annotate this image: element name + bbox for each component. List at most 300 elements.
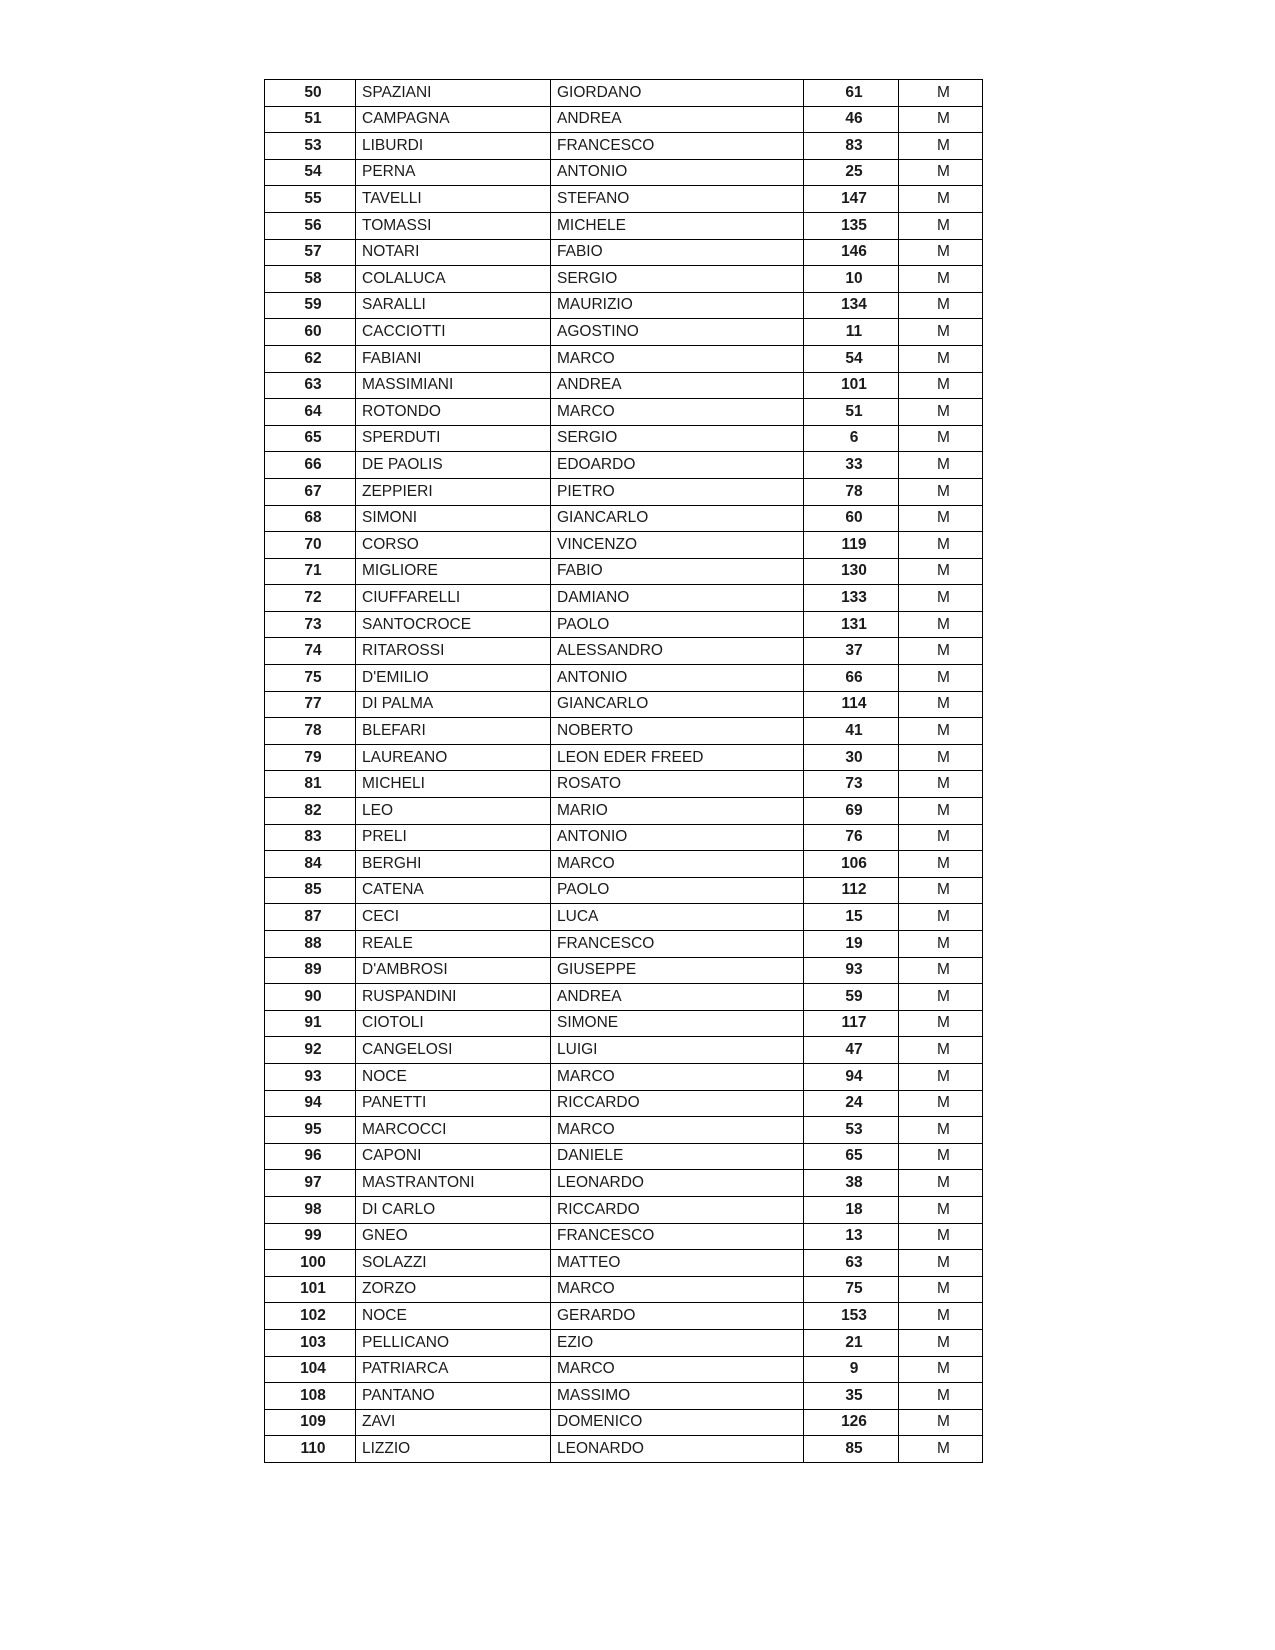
cell-lastname: PANTANO: [356, 1383, 551, 1410]
cell-firstname: LEONARDO: [551, 1436, 804, 1463]
roster-table: [264, 79, 983, 1463]
cell-bib: 76: [804, 824, 899, 851]
cell-bib: 106: [804, 851, 899, 878]
cell-bib: 35: [804, 1383, 899, 1410]
table-row: [265, 1196, 983, 1223]
cell-firstname: MATTEO: [551, 1250, 804, 1277]
cell-lastname: CAMPAGNA: [356, 106, 551, 133]
cell-firstname: MARCO: [551, 345, 804, 372]
cell-bib: 6: [804, 425, 899, 452]
cell-bib: 63: [804, 1250, 899, 1277]
cell-lastname: PERNA: [356, 159, 551, 186]
cell-bib: 21: [804, 1329, 899, 1356]
cell-firstname: SIMONE: [551, 1010, 804, 1037]
cell-sex: M: [899, 399, 983, 426]
cell-lastname: LIZZIO: [356, 1436, 551, 1463]
cell-sex: M: [899, 1276, 983, 1303]
cell-sex: M: [899, 877, 983, 904]
roster-table-container: [264, 79, 950, 1463]
cell-bib: 60: [804, 505, 899, 532]
cell-number: 59: [265, 292, 356, 319]
cell-number: 95: [265, 1117, 356, 1144]
table-row: [265, 744, 983, 771]
cell-sex: M: [899, 718, 983, 745]
cell-number: 73: [265, 611, 356, 638]
cell-lastname: MASSIMIANI: [356, 372, 551, 399]
cell-lastname: CIOTOLI: [356, 1010, 551, 1037]
table-row: [265, 824, 983, 851]
cell-bib: 33: [804, 452, 899, 479]
cell-firstname: MARCO: [551, 851, 804, 878]
cell-lastname: CAPONI: [356, 1143, 551, 1170]
cell-number: 79: [265, 744, 356, 771]
cell-number: 75: [265, 665, 356, 692]
cell-number: 94: [265, 1090, 356, 1117]
cell-number: 81: [265, 771, 356, 798]
cell-firstname: DANIELE: [551, 1143, 804, 1170]
cell-firstname: GERARDO: [551, 1303, 804, 1330]
cell-number: 98: [265, 1196, 356, 1223]
cell-firstname: FRANCESCO: [551, 133, 804, 160]
cell-number: 84: [265, 851, 356, 878]
cell-sex: M: [899, 1196, 983, 1223]
cell-firstname: FRANCESCO: [551, 1223, 804, 1250]
cell-number: 60: [265, 319, 356, 346]
cell-number: 100: [265, 1250, 356, 1277]
cell-number: 93: [265, 1063, 356, 1090]
cell-bib: 9: [804, 1356, 899, 1383]
cell-sex: M: [899, 1117, 983, 1144]
cell-lastname: FABIANI: [356, 345, 551, 372]
cell-bib: 93: [804, 957, 899, 984]
cell-bib: 38: [804, 1170, 899, 1197]
cell-bib: 51: [804, 399, 899, 426]
cell-firstname: EDOARDO: [551, 452, 804, 479]
cell-number: 54: [265, 159, 356, 186]
cell-lastname: PATRIARCA: [356, 1356, 551, 1383]
cell-number: 68: [265, 505, 356, 532]
cell-number: 110: [265, 1436, 356, 1463]
cell-firstname: ANDREA: [551, 372, 804, 399]
cell-bib: 25: [804, 159, 899, 186]
cell-number: 53: [265, 133, 356, 160]
cell-number: 77: [265, 691, 356, 718]
cell-lastname: CATENA: [356, 877, 551, 904]
cell-number: 85: [265, 877, 356, 904]
cell-lastname: CACCIOTTI: [356, 319, 551, 346]
cell-lastname: MASTRANTONI: [356, 1170, 551, 1197]
table-row: [265, 1170, 983, 1197]
cell-bib: 147: [804, 186, 899, 213]
cell-number: 65: [265, 425, 356, 452]
cell-number: 50: [265, 80, 356, 107]
cell-lastname: NOCE: [356, 1303, 551, 1330]
cell-number: 63: [265, 372, 356, 399]
cell-number: 67: [265, 478, 356, 505]
cell-firstname: DAMIANO: [551, 585, 804, 612]
cell-lastname: CECI: [356, 904, 551, 931]
cell-firstname: GIORDANO: [551, 80, 804, 107]
cell-sex: M: [899, 292, 983, 319]
cell-bib: 101: [804, 372, 899, 399]
cell-lastname: RUSPANDINI: [356, 984, 551, 1011]
cell-sex: M: [899, 1409, 983, 1436]
cell-firstname: RICCARDO: [551, 1196, 804, 1223]
table-row: [265, 345, 983, 372]
cell-bib: 19: [804, 931, 899, 958]
cell-sex: M: [899, 611, 983, 638]
cell-firstname: MARCO: [551, 1276, 804, 1303]
table-row: [265, 452, 983, 479]
cell-lastname: PANETTI: [356, 1090, 551, 1117]
cell-sex: M: [899, 665, 983, 692]
cell-number: 55: [265, 186, 356, 213]
cell-firstname: SERGIO: [551, 266, 804, 293]
cell-number: 62: [265, 345, 356, 372]
cell-firstname: GIANCARLO: [551, 691, 804, 718]
cell-sex: M: [899, 798, 983, 825]
cell-lastname: DE PAOLIS: [356, 452, 551, 479]
cell-firstname: FABIO: [551, 239, 804, 266]
cell-bib: 54: [804, 345, 899, 372]
table-row: [265, 1037, 983, 1064]
cell-lastname: SARALLI: [356, 292, 551, 319]
cell-bib: 130: [804, 558, 899, 585]
cell-firstname: MARCO: [551, 399, 804, 426]
cell-bib: 37: [804, 638, 899, 665]
cell-number: 91: [265, 1010, 356, 1037]
cell-number: 103: [265, 1329, 356, 1356]
table-row: [265, 1223, 983, 1250]
cell-bib: 24: [804, 1090, 899, 1117]
cell-number: 102: [265, 1303, 356, 1330]
cell-number: 78: [265, 718, 356, 745]
cell-sex: M: [899, 266, 983, 293]
table-row: [265, 425, 983, 452]
cell-bib: 15: [804, 904, 899, 931]
cell-number: 108: [265, 1383, 356, 1410]
cell-sex: M: [899, 239, 983, 266]
cell-number: 89: [265, 957, 356, 984]
cell-lastname: ROTONDO: [356, 399, 551, 426]
cell-firstname: ANTONIO: [551, 824, 804, 851]
cell-lastname: ZORZO: [356, 1276, 551, 1303]
cell-bib: 135: [804, 212, 899, 239]
cell-firstname: LUIGI: [551, 1037, 804, 1064]
cell-lastname: TAVELLI: [356, 186, 551, 213]
cell-lastname: BERGHI: [356, 851, 551, 878]
cell-bib: 11: [804, 319, 899, 346]
cell-number: 101: [265, 1276, 356, 1303]
cell-lastname: ZAVI: [356, 1409, 551, 1436]
cell-sex: M: [899, 1223, 983, 1250]
table-row: [265, 638, 983, 665]
cell-firstname: LEON EDER FREED: [551, 744, 804, 771]
cell-firstname: DOMENICO: [551, 1409, 804, 1436]
cell-bib: 133: [804, 585, 899, 612]
cell-sex: M: [899, 984, 983, 1011]
cell-bib: 18: [804, 1196, 899, 1223]
table-row: [265, 239, 983, 266]
cell-lastname: ZEPPIERI: [356, 478, 551, 505]
table-row: [265, 133, 983, 160]
cell-lastname: LAUREANO: [356, 744, 551, 771]
cell-lastname: NOCE: [356, 1063, 551, 1090]
table-row: [265, 106, 983, 133]
cell-sex: M: [899, 505, 983, 532]
cell-firstname: VINCENZO: [551, 532, 804, 559]
cell-firstname: PIETRO: [551, 478, 804, 505]
cell-firstname: MARCO: [551, 1063, 804, 1090]
table-row: [265, 1409, 983, 1436]
cell-number: 56: [265, 212, 356, 239]
table-row: [265, 957, 983, 984]
table-row: [265, 159, 983, 186]
table-row: [265, 266, 983, 293]
cell-bib: 53: [804, 1117, 899, 1144]
cell-lastname: D'EMILIO: [356, 665, 551, 692]
cell-number: 64: [265, 399, 356, 426]
cell-bib: 47: [804, 1037, 899, 1064]
cell-lastname: MARCOCCI: [356, 1117, 551, 1144]
cell-sex: M: [899, 80, 983, 107]
cell-number: 82: [265, 798, 356, 825]
cell-sex: M: [899, 345, 983, 372]
table-row: [265, 665, 983, 692]
cell-firstname: GIUSEPPE: [551, 957, 804, 984]
cell-sex: M: [899, 425, 983, 452]
cell-firstname: ANTONIO: [551, 159, 804, 186]
cell-bib: 134: [804, 292, 899, 319]
cell-firstname: PAOLO: [551, 611, 804, 638]
cell-sex: M: [899, 1037, 983, 1064]
cell-lastname: REALE: [356, 931, 551, 958]
cell-lastname: CIUFFARELLI: [356, 585, 551, 612]
cell-lastname: MICHELI: [356, 771, 551, 798]
cell-sex: M: [899, 106, 983, 133]
cell-lastname: DI PALMA: [356, 691, 551, 718]
cell-firstname: ANDREA: [551, 106, 804, 133]
cell-sex: M: [899, 904, 983, 931]
cell-bib: 46: [804, 106, 899, 133]
cell-bib: 94: [804, 1063, 899, 1090]
cell-bib: 119: [804, 532, 899, 559]
cell-lastname: SANTOCROCE: [356, 611, 551, 638]
cell-sex: M: [899, 212, 983, 239]
table-row: [265, 771, 983, 798]
cell-lastname: LIBURDI: [356, 133, 551, 160]
cell-bib: 114: [804, 691, 899, 718]
cell-firstname: LEONARDO: [551, 1170, 804, 1197]
cell-number: 58: [265, 266, 356, 293]
cell-sex: M: [899, 133, 983, 160]
cell-number: 92: [265, 1037, 356, 1064]
cell-sex: M: [899, 851, 983, 878]
roster-table-body: [265, 80, 983, 1463]
cell-lastname: DI CARLO: [356, 1196, 551, 1223]
cell-lastname: TOMASSI: [356, 212, 551, 239]
cell-sex: M: [899, 824, 983, 851]
table-row: [265, 798, 983, 825]
cell-sex: M: [899, 1356, 983, 1383]
cell-firstname: RICCARDO: [551, 1090, 804, 1117]
table-row: [265, 1436, 983, 1463]
cell-number: 97: [265, 1170, 356, 1197]
cell-sex: M: [899, 1063, 983, 1090]
cell-sex: M: [899, 1383, 983, 1410]
cell-sex: M: [899, 558, 983, 585]
cell-number: 109: [265, 1409, 356, 1436]
cell-firstname: PAOLO: [551, 877, 804, 904]
table-row: [265, 877, 983, 904]
cell-bib: 30: [804, 744, 899, 771]
table-row: [265, 585, 983, 612]
cell-bib: 61: [804, 80, 899, 107]
cell-sex: M: [899, 372, 983, 399]
cell-lastname: NOTARI: [356, 239, 551, 266]
table-row: [265, 1276, 983, 1303]
table-row: [265, 1356, 983, 1383]
table-row: [265, 292, 983, 319]
cell-lastname: GNEO: [356, 1223, 551, 1250]
cell-firstname: AGOSTINO: [551, 319, 804, 346]
cell-lastname: D'AMBROSI: [356, 957, 551, 984]
table-row: [265, 558, 983, 585]
cell-number: 88: [265, 931, 356, 958]
table-row: [265, 319, 983, 346]
cell-bib: 75: [804, 1276, 899, 1303]
table-row: [265, 1090, 983, 1117]
table-row: [265, 1143, 983, 1170]
cell-sex: M: [899, 319, 983, 346]
cell-firstname: MAURIZIO: [551, 292, 804, 319]
cell-firstname: EZIO: [551, 1329, 804, 1356]
table-row: [265, 80, 983, 107]
table-row: [265, 1329, 983, 1356]
cell-firstname: ROSATO: [551, 771, 804, 798]
cell-bib: 83: [804, 133, 899, 160]
table-row: [265, 478, 983, 505]
cell-number: 83: [265, 824, 356, 851]
table-row: [265, 1383, 983, 1410]
cell-bib: 69: [804, 798, 899, 825]
cell-number: 99: [265, 1223, 356, 1250]
cell-sex: M: [899, 585, 983, 612]
cell-sex: M: [899, 1250, 983, 1277]
cell-sex: M: [899, 931, 983, 958]
cell-number: 90: [265, 984, 356, 1011]
cell-bib: 65: [804, 1143, 899, 1170]
cell-sex: M: [899, 1303, 983, 1330]
cell-firstname: MARCO: [551, 1356, 804, 1383]
cell-firstname: GIANCARLO: [551, 505, 804, 532]
cell-sex: M: [899, 771, 983, 798]
table-row: [265, 984, 983, 1011]
cell-sex: M: [899, 1010, 983, 1037]
table-row: [265, 399, 983, 426]
cell-sex: M: [899, 691, 983, 718]
cell-bib: 85: [804, 1436, 899, 1463]
cell-lastname: COLALUCA: [356, 266, 551, 293]
cell-bib: 112: [804, 877, 899, 904]
table-row: [265, 1063, 983, 1090]
cell-lastname: MIGLIORE: [356, 558, 551, 585]
cell-bib: 13: [804, 1223, 899, 1250]
cell-firstname: STEFANO: [551, 186, 804, 213]
table-row: [265, 532, 983, 559]
cell-sex: M: [899, 744, 983, 771]
cell-lastname: SIMONI: [356, 505, 551, 532]
cell-firstname: NOBERTO: [551, 718, 804, 745]
cell-firstname: MARIO: [551, 798, 804, 825]
cell-lastname: LEO: [356, 798, 551, 825]
cell-sex: M: [899, 452, 983, 479]
cell-number: 71: [265, 558, 356, 585]
table-row: [265, 931, 983, 958]
cell-number: 87: [265, 904, 356, 931]
cell-bib: 153: [804, 1303, 899, 1330]
cell-firstname: MICHELE: [551, 212, 804, 239]
cell-bib: 78: [804, 478, 899, 505]
cell-firstname: FABIO: [551, 558, 804, 585]
table-row: [265, 1010, 983, 1037]
cell-bib: 59: [804, 984, 899, 1011]
cell-bib: 126: [804, 1409, 899, 1436]
cell-bib: 131: [804, 611, 899, 638]
cell-sex: M: [899, 1170, 983, 1197]
cell-firstname: ANDREA: [551, 984, 804, 1011]
cell-lastname: SPAZIANI: [356, 80, 551, 107]
cell-firstname: MARCO: [551, 1117, 804, 1144]
cell-lastname: PRELI: [356, 824, 551, 851]
cell-firstname: SERGIO: [551, 425, 804, 452]
cell-lastname: CANGELOSI: [356, 1037, 551, 1064]
table-row: [265, 372, 983, 399]
cell-firstname: MASSIMO: [551, 1383, 804, 1410]
cell-sex: M: [899, 478, 983, 505]
cell-bib: 66: [804, 665, 899, 692]
table-row: [265, 904, 983, 931]
cell-firstname: ANTONIO: [551, 665, 804, 692]
cell-lastname: CORSO: [356, 532, 551, 559]
cell-number: 72: [265, 585, 356, 612]
cell-number: 51: [265, 106, 356, 133]
table-row: [265, 1250, 983, 1277]
cell-sex: M: [899, 1090, 983, 1117]
table-row: [265, 851, 983, 878]
cell-sex: M: [899, 532, 983, 559]
table-row: [265, 1303, 983, 1330]
cell-sex: M: [899, 1143, 983, 1170]
table-row: [265, 611, 983, 638]
cell-number: 66: [265, 452, 356, 479]
table-row: [265, 718, 983, 745]
table-row: [265, 691, 983, 718]
table-row: [265, 186, 983, 213]
cell-sex: M: [899, 1436, 983, 1463]
cell-number: 74: [265, 638, 356, 665]
cell-bib: 117: [804, 1010, 899, 1037]
cell-number: 70: [265, 532, 356, 559]
cell-firstname: FRANCESCO: [551, 931, 804, 958]
cell-number: 57: [265, 239, 356, 266]
cell-sex: M: [899, 159, 983, 186]
cell-lastname: RITAROSSI: [356, 638, 551, 665]
table-row: [265, 505, 983, 532]
cell-sex: M: [899, 186, 983, 213]
cell-sex: M: [899, 957, 983, 984]
cell-lastname: SPERDUTI: [356, 425, 551, 452]
